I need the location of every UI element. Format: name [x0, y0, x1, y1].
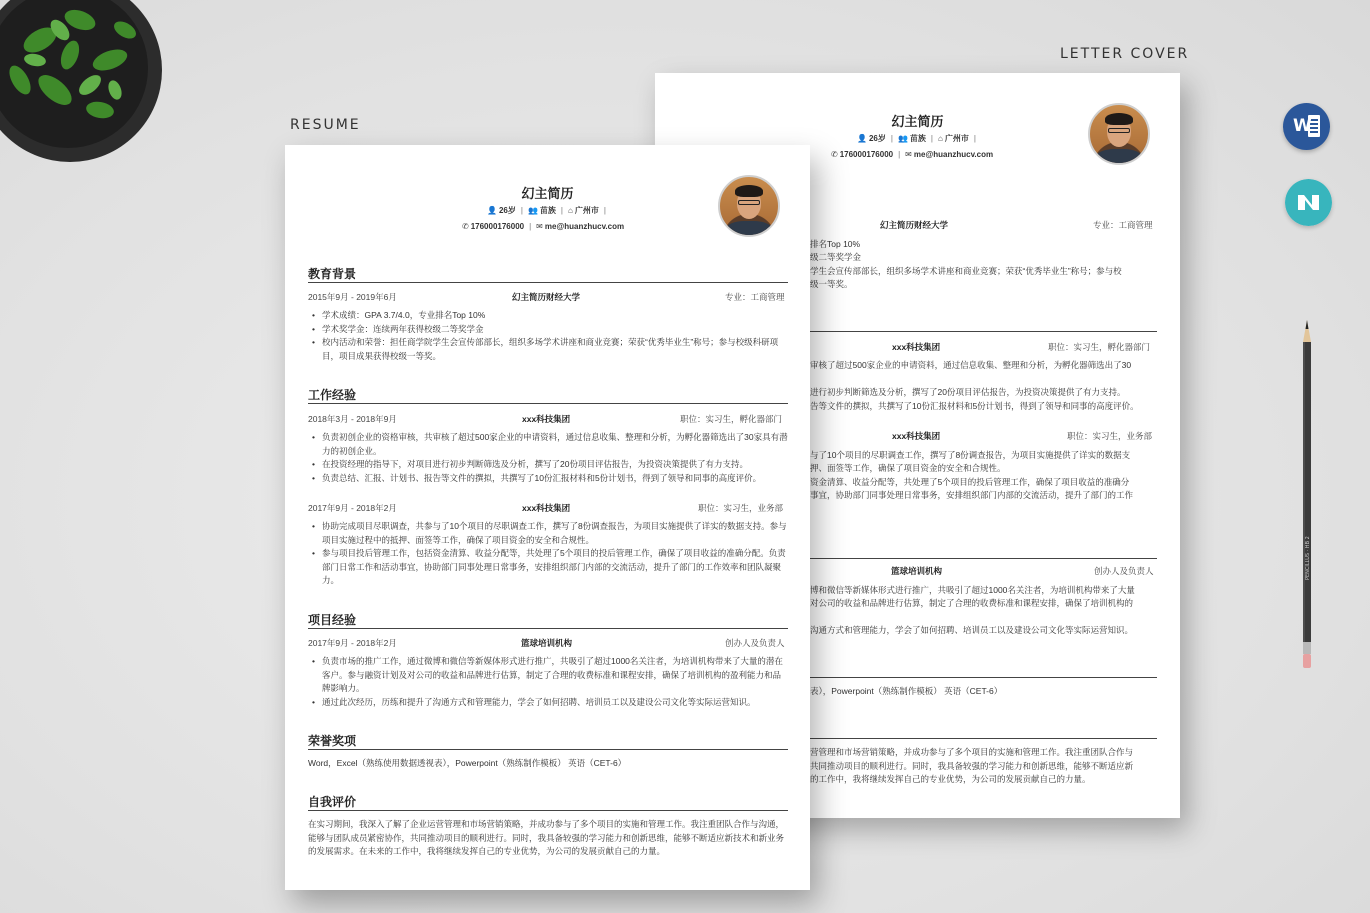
section-title-self: 自我评价 — [308, 795, 357, 809]
cover-work1-company: xxx科技集团 — [892, 342, 941, 352]
phone-icon: ✆ — [462, 222, 469, 231]
cover-project-role: 创办人及负责人 — [1094, 566, 1154, 576]
cover-edu-line-2: 级二等奖学金 — [810, 252, 862, 262]
cover-major: 专业：工商管理 — [1093, 220, 1153, 230]
list-item: • 校内活动和荣誉：担任商学院学生会宣传部部长，组织多场学术讲座和商业竞赛；荣获“优秀毕业生”称号；参与校级科研项目，项目成果获得校级一等奖。 — [310, 336, 788, 363]
list-item: • 学术成绩：GPA 3.7/4.0，专业排名Top 10% — [310, 309, 788, 323]
honors-text: Word，Excel（熟练使用数据透视表），Powerpoint（熟练制作模板） 英语（CET-6） — [308, 758, 627, 768]
cover-work2-role: 职位：实习生，业务部 — [1067, 431, 1153, 441]
cover-proj-line-2: 对公司的收益和品牌进行估算，制定了合理的收费标准和课程安排，确保了培训机构的 — [810, 598, 1134, 608]
cover-work2-line-1: 与了10个项目的尽职调查工作，撰写了8份调查报告，为项目实施提供了详实的数据支 — [810, 450, 1131, 460]
section-title-project: 项目经验 — [308, 613, 357, 627]
app-n-icon[interactable] — [1285, 179, 1332, 226]
resume-meta-contact: ✆ 176000176000 | ✉ me@huanzhucv.com — [462, 222, 625, 231]
education-school: 幻主简历财经大学 — [512, 292, 581, 302]
cover-work2-company: xxx科技集团 — [892, 431, 941, 441]
cover-edu-line-3: 学生会宣传部部长，组织多场学术讲座和商业竞赛；荣获“优秀毕业生”称号；参与校 — [810, 266, 1122, 276]
cover-proj-line-1: 博和微信等新媒体形式进行推广，共吸引了超过1000名关注者，为培训机构带来了大量 — [810, 585, 1135, 595]
cover-meta-basic: 👤 26岁 | 👥 苗族 | ⌂ 广州市 | — [857, 134, 976, 143]
list-item: • 在投资经理的指导下，对项目进行初步判断筛选及分析，撰写了20份项目评估报告，为投资决策提供了有力支持。 — [310, 458, 788, 472]
cover-meta-contact: ✆ 176000176000 | ✉ me@huanzhucv.com — [831, 150, 994, 159]
work1-bullets — [310, 431, 788, 485]
cover-work2-line-3: 资金清算、收益分配等，共处理了5个项目的投后管理工作，确保了项目收益的准确分 — [810, 477, 1130, 487]
work1-role: 职位：实习生，孵化器部门 — [680, 414, 783, 424]
person-icon: 👤 — [857, 134, 867, 143]
cover-rule-self — [810, 738, 1157, 739]
cover-work1-line-2: 进行初步判断筛选及分析，撰写了20份项目评估报告，为投资决策提供了有力支持。 — [810, 387, 1126, 397]
phone-icon: ✆ — [831, 150, 838, 159]
education-bullets — [310, 309, 788, 363]
rule-education — [308, 282, 788, 283]
work1-date: 2018年3月 - 2018年9月 — [308, 414, 397, 424]
resume-name: 幻主简历 — [521, 186, 574, 201]
cover-honors-line: 表），Powerpoint（熟练制作模板） 英语（CET-6） — [810, 686, 1003, 696]
location-icon: ⌂ — [938, 134, 943, 143]
cover-proj-line-3: 沟通方式和管理能力，学会了如何招聘、培训员工以及建设公司文化等实际运营知识。 — [810, 625, 1134, 635]
location-icon: ⌂ — [568, 206, 573, 215]
resume-meta-basic: 👤 26岁 | 👥 苗族 | ⌂ 广州市 | — [487, 206, 606, 215]
self-evaluation-text: 在实习期间，我深入了解了企业运营管理和市场营销策略，并成功参与了多个项目的实施和管理工作。我注重团队合作与沟通，能够与团队成员紧密协作，共同推动项目的顺利进行。同时，我具备较强的学习能力和创新思维，能够不断适应新技术和新业务的发展需求。在未来的工作中，我将继续发挥自己的专业优势，为公司的发展贡献自己的力量。 — [308, 819, 785, 856]
word-icon[interactable]: W — [1283, 103, 1330, 150]
cover-work1-line-3: 告等文件的撰拟，共撰写了10份汇报材料和5份计划书，得到了领导和同事的高度评价。 — [810, 401, 1139, 411]
project-bullets — [310, 655, 788, 709]
work2-role: 职位：实习生，业务部 — [698, 503, 784, 513]
work2-bullets — [310, 520, 788, 588]
project-role: 创办人及负责人 — [725, 638, 785, 648]
work1-company: xxx科技集团 — [522, 414, 571, 424]
section-title-honors: 荣誉奖项 — [308, 734, 357, 748]
section-title-education: 教育背景 — [308, 267, 357, 281]
list-item: • 通过此次经历，历练和提升了沟通方式和管理能力，学会了如何招聘、培训员工以及建设公司文化等实际运营知识。 — [310, 696, 788, 710]
cover-self-line-3: 的工作中，我将继续发挥自己的专业优势，为公司的发展贡献自己的力量。 — [810, 774, 1091, 784]
section-title-work: 工作经验 — [308, 388, 357, 402]
cover-work2-line-4: 事宜，协助部门同事处理日常事务，安排组织部门内部的交流活动，提升了部门的工作 — [810, 490, 1134, 500]
resume-label: RESUME — [290, 117, 361, 133]
list-item: • 负责初创企业的资格审核，共审核了超过500家企业的申请资料，通过信息收集、整理和分析，为孵化器筛选出了30家具有潜力的初创企业。 — [310, 431, 788, 458]
cover-work2-line-2: 押、面签等工作，确保了项目资金的安全和合规性。 — [810, 463, 1006, 473]
rule-project — [308, 628, 788, 629]
cover-self-line-2: 共同推动项目的顺利进行。同时，我具备较强的学习能力和创新思维，能够不断适应新 — [810, 761, 1134, 771]
project-date: 2017年9月 - 2018年2月 — [308, 638, 397, 648]
letter-cover-label: LETTER COVER — [1060, 46, 1190, 62]
rule-honors — [308, 749, 788, 750]
cover-avatar — [1088, 103, 1150, 165]
work2-company: xxx科技集团 — [522, 503, 571, 513]
cover-edu-line-4: 级一等奖。 — [810, 279, 853, 289]
mail-icon: ✉ — [905, 150, 912, 159]
list-item: • 负责总结、汇报、计划书、报告等文件的撰拟，共撰写了10份汇报材料和5份计划书，得到了领导和同事的高度评价。 — [310, 472, 788, 486]
rule-work — [308, 403, 788, 404]
cover-project-org: 篮球培训机构 — [891, 566, 943, 576]
group-icon: 👥 — [897, 134, 908, 143]
pencil-label: PENCILLUS · HB 2 — [1305, 536, 1311, 580]
cover-work1-role: 职位：实习生，孵化器部门 — [1048, 342, 1151, 352]
education-major: 专业：工商管理 — [725, 292, 785, 302]
project-org: 篮球培训机构 — [521, 638, 573, 648]
rule-self — [308, 810, 788, 811]
cover-self-line-1: 营管理和市场营销策略，并成功参与了多个项目的实施和管理工作。我注重团队合作与 — [810, 747, 1134, 757]
list-item: • 负责市场的推广工作，通过微博和微信等新媒体形式进行推广，共吸引了超过1000名关注者，为培训机构带来了大量的潜在客户。参与融资计划及对公司的收益和品牌进行估算，制定了合理的收费标准和课程安排，确保了培训机构的盈利能力和品牌影响力。 — [310, 655, 788, 696]
group-icon: 👥 — [527, 206, 538, 215]
cover-rule-honors — [810, 677, 1157, 678]
list-item: • 协助完成项目尽职调查，共参与了10个项目的尽职调查工作，撰写了8份调查报告，为项目实施提供了详实的数据支持。参与项目实施过程中的抵押、面签等工作，确保了项目资金的安全和合规性。 — [310, 520, 788, 547]
education-date: 2015年9月 - 2019年6月 — [308, 292, 397, 302]
cover-edu-line-1: 排名Top 10% — [810, 239, 861, 249]
list-item: • 参与项目投后管理工作，包括资金清算、收益分配等，共处理了5个项目的投后管理工作，确保了项目收益的准确分配。负责部门日常工作和活动事宜，协助部门同事处理日常事务，安排组织部门内部的交流活动，提升了部门的工作效率和团队凝聚力。 — [310, 547, 788, 588]
person-icon: 👤 — [487, 206, 497, 215]
plant-pot-decoration — [0, 0, 165, 190]
resume-avatar — [718, 175, 780, 237]
resume-sheet — [285, 145, 810, 890]
mail-icon: ✉ — [536, 222, 543, 231]
cover-name: 幻主简历 — [891, 114, 944, 129]
cover-rule-work — [810, 331, 1157, 332]
cover-work1-line-1: 审核了超过500家企业的申请资料，通过信息收集、整理和分析，为孵化器筛选出了30 — [810, 360, 1132, 370]
work2-date: 2017年9月 - 2018年2月 — [308, 503, 397, 513]
cover-rule-project — [810, 558, 1157, 559]
cover-school: 幻主简历财经大学 — [880, 220, 949, 230]
pencil-decoration — [1300, 320, 1314, 670]
list-item: • 学术奖学金：连续两年获得校级二等奖学金 — [310, 323, 788, 337]
